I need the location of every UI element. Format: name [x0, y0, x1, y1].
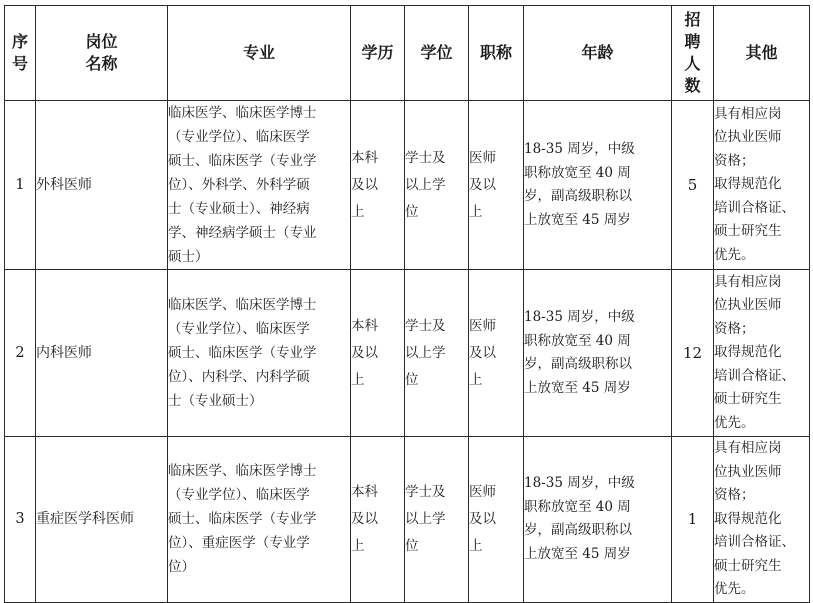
header-age: 年龄: [524, 6, 672, 101]
cell-degree: 学士及 以上学 位: [405, 270, 469, 437]
cell-age: 18-35 周岁，中级 职称放宽至 40 周 岁，副高级职称以 上放宽至 45 周岁: [524, 270, 672, 437]
cell-idx: 1: [5, 101, 36, 270]
header-title: 职称: [469, 6, 524, 101]
cell-title: 医师 及以 上: [469, 437, 524, 603]
table-row: [5, 270, 810, 437]
cell-other: 具有相应岗 位执业医师 资格； 取得规范化 培训合格证、 硕士研究生 优先。: [714, 437, 810, 603]
cell-education: 本科 及以 上: [351, 101, 405, 270]
cell-other: 具有相应岗 位执业医师 资格； 取得规范化 培训合格证、 硕士研究生 优先。: [714, 270, 810, 437]
cell-count: 12: [672, 270, 714, 437]
cell-position: 重症医学科医师: [36, 437, 168, 603]
cell-age: 18-35 周岁，中级 职称放宽至 40 周 岁，副高级职称以 上放宽至 45 周岁: [524, 437, 672, 603]
cell-title: 医师 及以 上: [469, 101, 524, 270]
cell-count: 5: [672, 101, 714, 270]
cell-major: 临床医学、临床医学博士 （专业学位）、临床医学 硕士、临床医学（专业学 位）、内科学、内科学硕 士（专业硕士）: [168, 270, 351, 437]
cell-major: 临床医学、临床医学博士 （专业学位）、临床医学 硕士、临床医学（专业学 位）、重症医学（专业学 位）: [168, 437, 351, 603]
cell-other: 具有相应岗 位执业医师 资格； 取得规范化 培训合格证、 硕士研究生 优先。: [714, 101, 810, 270]
cell-education: 本科 及以 上: [351, 437, 405, 603]
header-degree: 学位: [405, 6, 469, 101]
cell-age: 18-35 周岁，中级 职称放宽至 40 周 岁，副高级职称以 上放宽至 45 周岁: [524, 101, 672, 270]
header-major: 专业: [168, 6, 351, 101]
header-other: 其他: [714, 6, 810, 101]
cell-idx: 2: [5, 270, 36, 437]
cell-degree: 学士及 以上学 位: [405, 101, 469, 270]
cell-education: 本科 及以 上: [351, 270, 405, 437]
cell-count: 1: [672, 437, 714, 603]
recruitment-table: [4, 5, 810, 603]
cell-major: 临床医学、临床医学博士 （专业学位）、临床医学 硕士、临床医学（专业学 位）、外科学、外科学硕 士（专业硕士）、神经病 学、神经病学硕士（专业 硕士）: [168, 101, 351, 270]
cell-position: 内科医师: [36, 270, 168, 437]
header-idx: 序 号: [5, 6, 36, 101]
header-position: 岗位 名称: [36, 6, 168, 101]
header-count: 招 聘 人 数: [672, 6, 714, 101]
header-row: [5, 6, 810, 101]
cell-title: 医师 及以 上: [469, 270, 524, 437]
header-education: 学历: [351, 6, 405, 101]
table-row: [5, 101, 810, 270]
cell-degree: 学士及 以上学 位: [405, 437, 469, 603]
cell-idx: 3: [5, 437, 36, 603]
cell-position: 外科医师: [36, 101, 168, 270]
table-row: [5, 437, 810, 603]
